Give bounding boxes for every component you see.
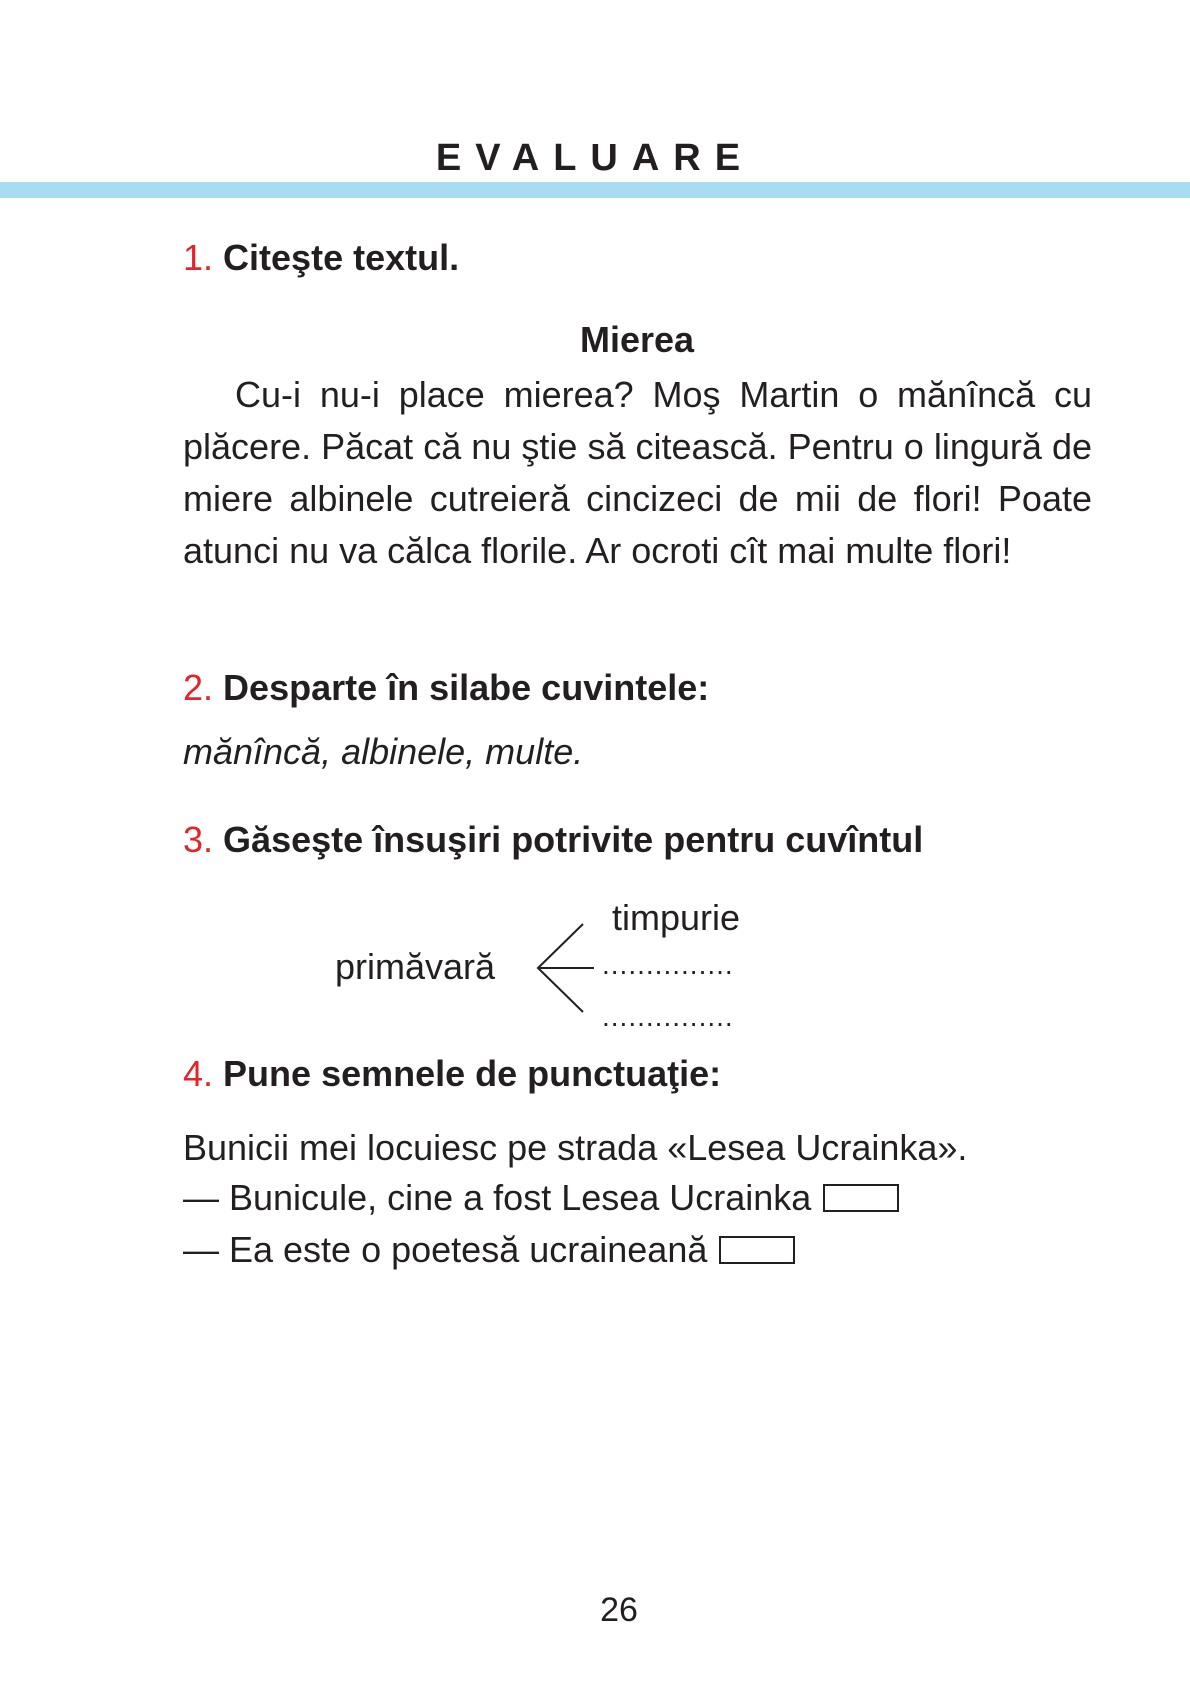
diagram-word: primăvară [335, 946, 496, 987]
task-number: 1. [183, 237, 214, 278]
task-2 [183, 666, 709, 710]
task-1 [183, 236, 459, 280]
task-instruction: Desparte în silabe cuvintele: [223, 667, 710, 708]
task-instruction: Pune semnele de punctuaţie: [223, 1053, 722, 1094]
story-title: Mierea [579, 319, 695, 360]
page-title: EVALUARE [435, 137, 755, 179]
answer-box[interactable] [823, 1184, 899, 1212]
task-instruction: Citeşte textul. [223, 237, 460, 278]
answer-blank-2[interactable]: ............... [602, 1001, 734, 1032]
line-text: — Bunicule, cine a fost Lesea Ucrainka [183, 1177, 812, 1218]
story-paragraph: Cu-i nu-i place mierea? Moş Martin o mănîncă cu plăcere. Păcat că nu ştie să citească. Pentru o lingură de miere albinele cutreieră cincizeci de mii de flori! Poate atunci nu va călca florile. Ar ocroti cît mai multe flori! [183, 374, 1092, 571]
title-rule [0, 182, 1190, 198]
task-instruction: Găseşte însuşiri potrivite pentru cuvîntul [223, 819, 924, 860]
diagram-item-1: timpurie [612, 897, 741, 938]
task-4 [183, 1052, 721, 1096]
task-number: 4. [183, 1053, 214, 1094]
answer-box[interactable] [719, 1236, 795, 1264]
task-number: 3. [183, 819, 214, 860]
branch-arrow-icon [534, 922, 596, 1014]
punctuation-line-2 [183, 1176, 899, 1220]
page-number: 26 [600, 1591, 638, 1629]
punctuation-line-1: Bunicii mei locuiesc pe strada «Lesea Ucrainka». [183, 1127, 968, 1168]
punctuation-line-3 [183, 1228, 795, 1272]
task-number: 2. [183, 667, 214, 708]
answer-blank-1[interactable]: ............... [602, 949, 734, 980]
story-text [183, 369, 1092, 577]
task-3 [183, 818, 923, 862]
syllable-words: mănîncă, albinele, multe. [183, 731, 584, 772]
line-text: — Ea este o poetesă ucraineană [183, 1229, 708, 1270]
